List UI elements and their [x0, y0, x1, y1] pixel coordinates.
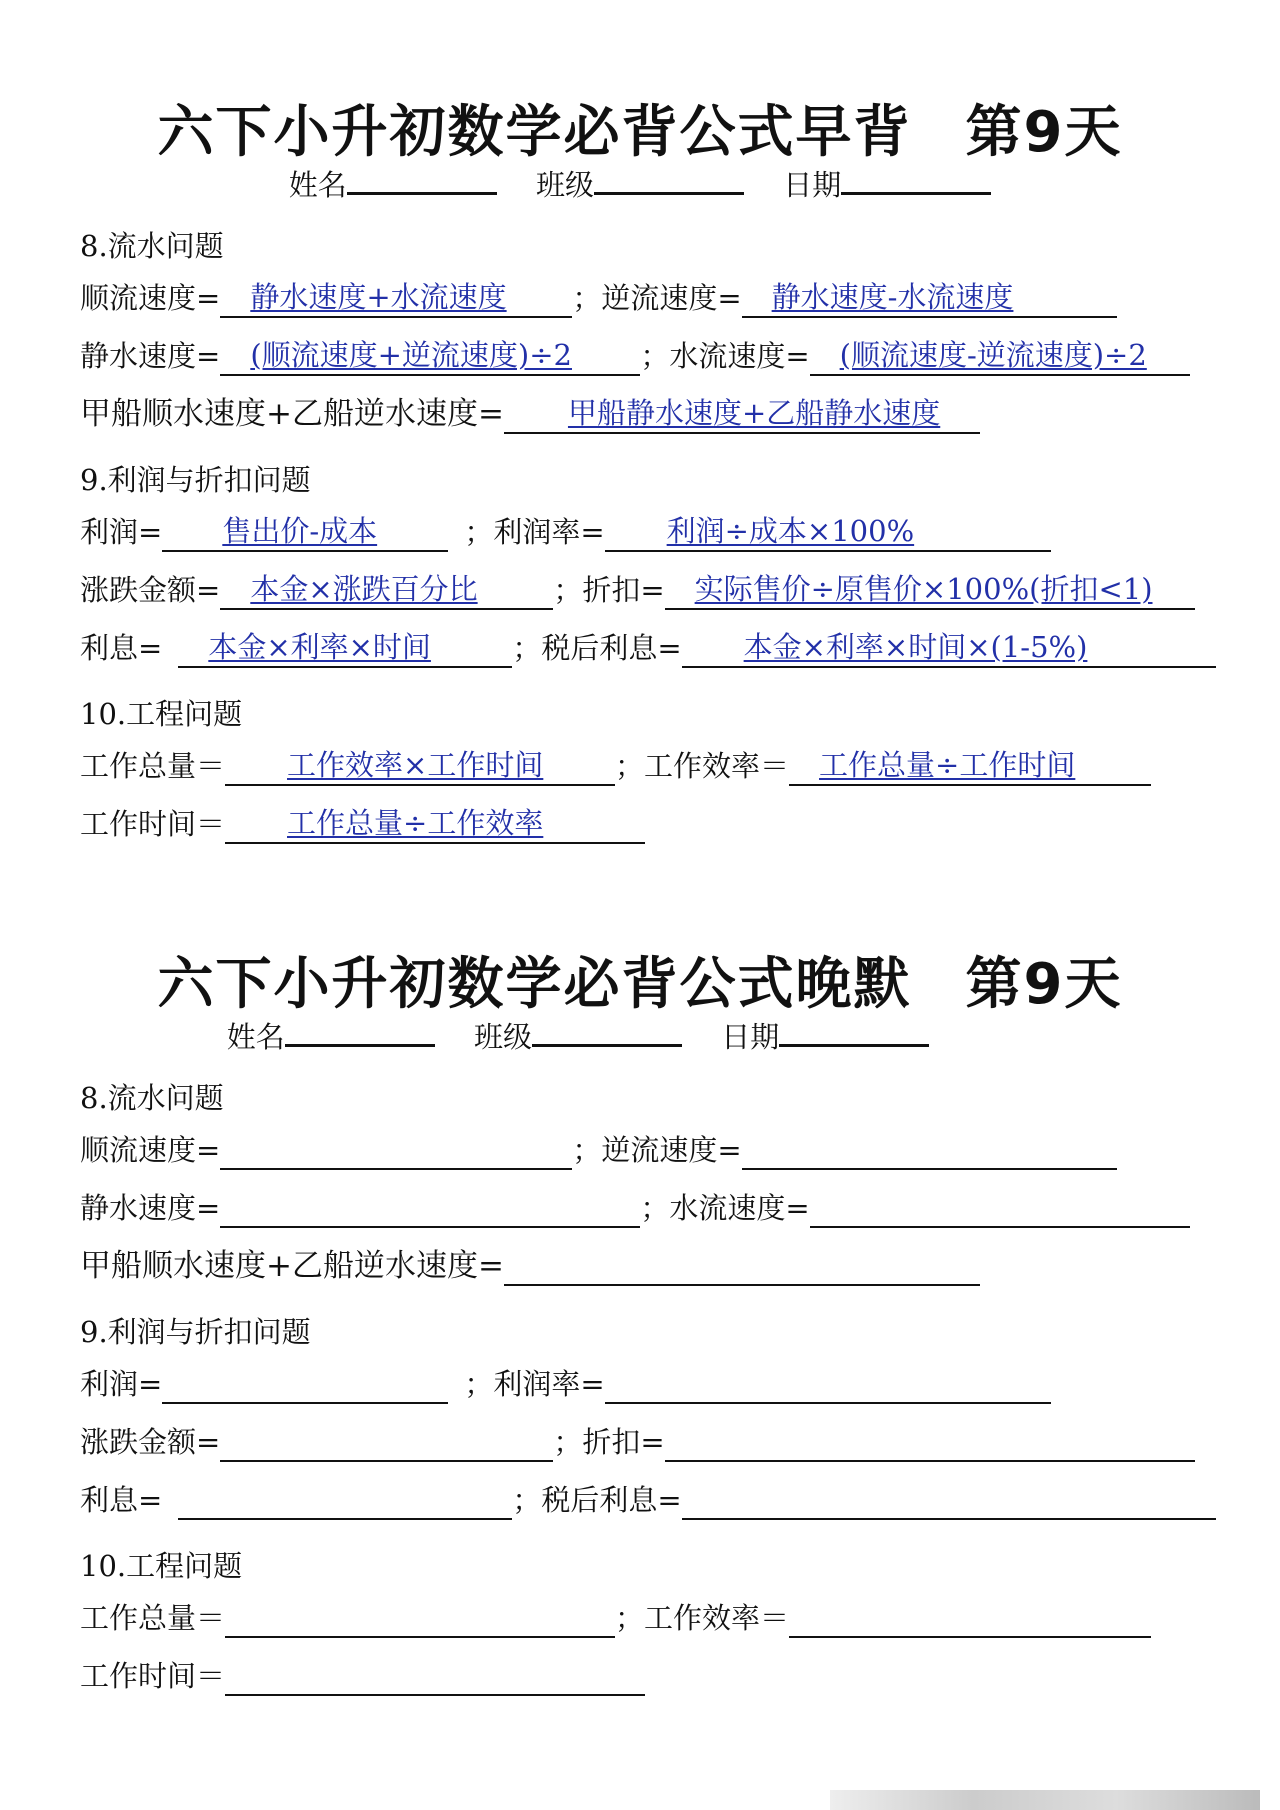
formula-label: ；水流速度= — [640, 1191, 810, 1225]
section-heading-stream: 8.流水问题 — [80, 229, 224, 263]
answer-text: 静水速度+水流速度 — [250, 280, 507, 314]
formula-label: 涨跌金额= — [80, 573, 221, 607]
formula-label: 甲船顺水速度+乙船逆水速度= — [80, 396, 504, 432]
formula-label: ；水流速度= — [640, 339, 810, 373]
answer-blank[interactable] — [162, 514, 448, 552]
answer-blank[interactable] — [220, 1424, 553, 1462]
formula-label: ；折扣= — [553, 573, 665, 607]
answer-blank[interactable] — [225, 1658, 645, 1696]
page-title — [0, 940, 1280, 1020]
answer-text: 工作效率×工作时间 — [287, 748, 544, 782]
formula-label: 工作总量＝ — [80, 1601, 226, 1635]
title-text: 六下小升初数学必背公式早背 — [157, 100, 912, 165]
answer-blank[interactable] — [225, 748, 615, 786]
formula-label: 顺流速度= — [80, 1133, 221, 1167]
answer-text: 实际售价÷原售价×100%(折扣<1) — [694, 572, 1153, 606]
answer-text: (顺流速度-逆流速度)÷2 — [839, 338, 1147, 372]
answer-blank[interactable] — [178, 1482, 512, 1520]
formula-row — [80, 804, 1280, 844]
answer-text: 工作总量÷工作效率 — [287, 806, 544, 840]
formula-label: 利润= — [80, 515, 163, 549]
student-info-row — [0, 163, 1280, 204]
date-label: 日期 — [783, 168, 842, 202]
formula-row — [80, 336, 1280, 376]
answer-blank[interactable] — [682, 1482, 1216, 1520]
answer-blank[interactable] — [605, 514, 1051, 552]
answer-text: 本金×利率×时间 — [208, 630, 431, 664]
formula-label: 涨跌金额= — [80, 1425, 221, 1459]
class-field[interactable] — [532, 1022, 682, 1047]
formula-row — [80, 512, 1280, 552]
answer-text: 本金×利率×时间×(1-5%) — [743, 630, 1088, 664]
answer-blank[interactable] — [665, 572, 1195, 610]
formula-label: ；税后利息= — [512, 631, 682, 665]
formula-label: ；折扣= — [553, 1425, 665, 1459]
formula-label: ；工作效率＝ — [615, 1601, 790, 1635]
formula-row — [80, 1130, 1280, 1170]
formula-label: ；逆流速度= — [572, 281, 742, 315]
answer-blank[interactable] — [789, 748, 1151, 786]
formula-label: 甲船顺水速度+乙船逆水速度= — [80, 1248, 504, 1284]
date-label: 日期 — [721, 1020, 780, 1054]
formula-label: 静水速度= — [80, 1191, 221, 1225]
formula-row — [80, 1188, 1280, 1228]
class-label: 班级 — [473, 1020, 532, 1054]
answer-text: 售出价-成本 — [222, 514, 378, 548]
answer-blank[interactable] — [742, 1132, 1117, 1170]
answer-blank[interactable] — [682, 630, 1216, 668]
formula-label: 利息= — [80, 631, 163, 665]
day-label: 第9天 — [965, 100, 1123, 165]
formula-label: 静水速度= — [80, 339, 221, 373]
formula-row — [80, 1246, 1280, 1286]
answer-blank[interactable] — [504, 1248, 980, 1286]
name-label: 姓名 — [288, 168, 347, 202]
answer-blank[interactable] — [178, 630, 512, 668]
answer-blank[interactable] — [810, 338, 1190, 376]
answer-blank[interactable] — [220, 1132, 572, 1170]
answer-text: 甲船静水速度+乙船静水速度 — [567, 396, 941, 430]
answer-blank[interactable] — [220, 280, 572, 318]
formula-label: 工作时间＝ — [80, 1659, 226, 1693]
answer-blank[interactable] — [810, 1190, 1190, 1228]
title-text: 六下小升初数学必背公式晚默 — [157, 952, 912, 1017]
section-heading-engineering: 10.工程问题 — [80, 1549, 243, 1583]
formula-label: ；利润率= — [464, 1367, 605, 1401]
formula-label: 工作总量＝ — [80, 749, 226, 783]
formula-row — [80, 628, 1280, 668]
formula-row — [80, 278, 1280, 318]
answer-blank[interactable] — [225, 806, 645, 844]
answer-blank[interactable] — [220, 338, 640, 376]
day-label: 第9天 — [965, 952, 1123, 1017]
formula-row — [80, 1422, 1280, 1462]
section-heading-profit: 9.利润与折扣问题 — [80, 463, 311, 497]
answer-blank[interactable] — [225, 1600, 615, 1638]
formula-row — [80, 1364, 1280, 1404]
answer-text: 静水速度-水流速度 — [771, 280, 1014, 314]
formula-label: 顺流速度= — [80, 281, 221, 315]
name-label: 姓名 — [226, 1020, 285, 1054]
formula-label: ；税后利息= — [512, 1483, 682, 1517]
answer-blank[interactable] — [220, 1190, 640, 1228]
section-heading-profit: 9.利润与折扣问题 — [80, 1315, 311, 1349]
section-heading-stream: 8.流水问题 — [80, 1081, 224, 1115]
answer-blank[interactable] — [665, 1424, 1195, 1462]
formula-label: 利息= — [80, 1483, 163, 1517]
answer-blank[interactable] — [220, 572, 553, 610]
formula-label: 利润= — [80, 1367, 163, 1401]
formula-row — [80, 394, 1280, 434]
answer-blank[interactable] — [605, 1366, 1051, 1404]
scan-artifact — [830, 1790, 1260, 1810]
answer-blank[interactable] — [504, 396, 980, 434]
date-field[interactable] — [841, 170, 991, 195]
formula-row — [80, 570, 1280, 610]
answer-text: 本金×涨跌百分比 — [250, 572, 478, 606]
name-field[interactable] — [285, 1022, 435, 1047]
answer-text: (顺流速度+逆流速度)÷2 — [250, 338, 572, 372]
answer-blank[interactable] — [742, 280, 1117, 318]
class-field[interactable] — [594, 170, 744, 195]
date-field[interactable] — [779, 1022, 929, 1047]
page-title — [0, 88, 1280, 168]
answer-blank[interactable] — [162, 1366, 448, 1404]
answer-text: 工作总量÷工作时间 — [819, 748, 1076, 782]
formula-row — [80, 746, 1280, 786]
formula-label: 工作时间＝ — [80, 807, 226, 841]
formula-row — [80, 1598, 1280, 1638]
formula-row — [80, 1480, 1280, 1520]
section-heading-engineering: 10.工程问题 — [80, 697, 243, 731]
class-label: 班级 — [535, 168, 594, 202]
answer-text: 利润÷成本×100% — [666, 514, 915, 548]
formula-row — [80, 1656, 1280, 1696]
formula-label: ；逆流速度= — [572, 1133, 742, 1167]
formula-label: ；利润率= — [464, 515, 605, 549]
formula-label: ；工作效率＝ — [615, 749, 790, 783]
student-info-row — [0, 1015, 1218, 1056]
answer-blank[interactable] — [789, 1600, 1151, 1638]
name-field[interactable] — [347, 170, 497, 195]
